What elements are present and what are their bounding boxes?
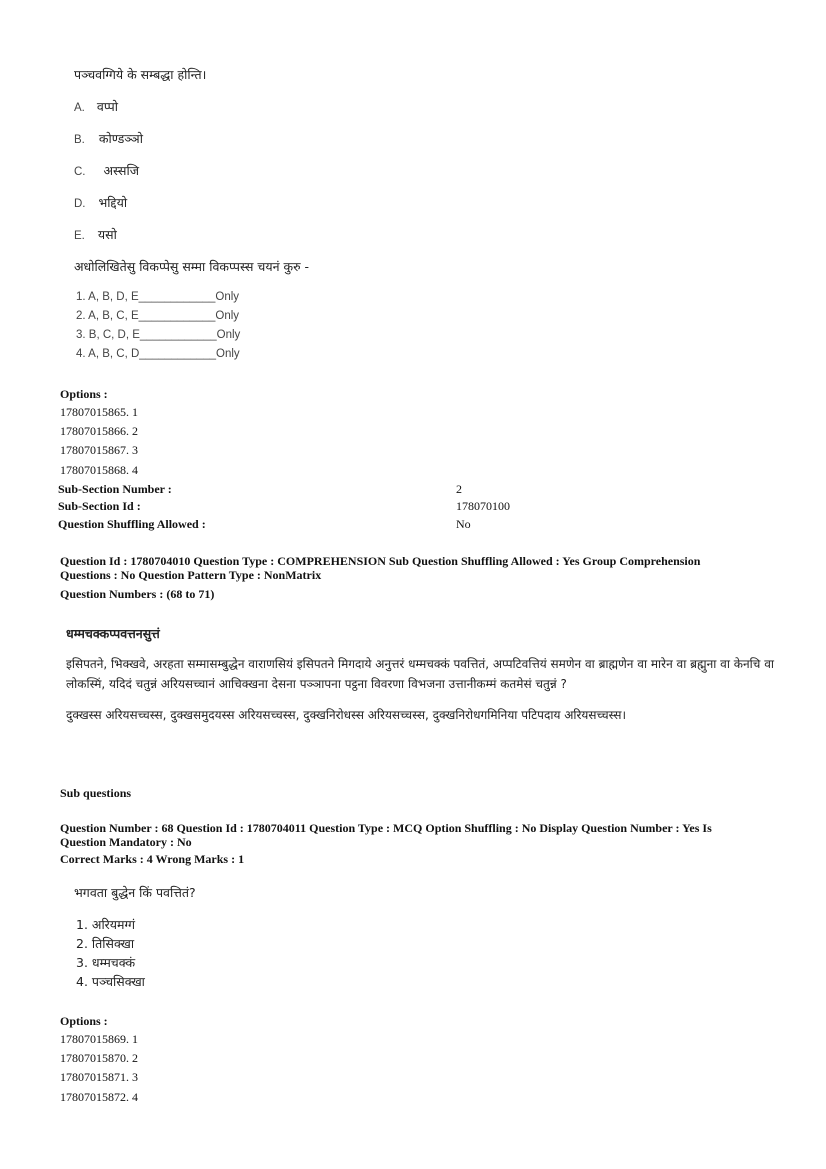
subsection-number-value: 2: [456, 482, 462, 496]
choice-item: 2. A, B, C, E____________Only: [76, 310, 240, 322]
option-item: 17807015870. 2: [60, 1051, 138, 1066]
option-item: 17807015865. 1: [60, 405, 138, 419]
question-numbers: Question Numbers : (68 to 71): [60, 587, 215, 601]
question-header-line1: Question Id : 1780704010 Question Type : COMPREHENSION Sub Question Shuffling Allowed : Yes Group Comprehension: [60, 554, 701, 568]
question-header-line2: Questions : No Question Pattern Type : NonMatrix: [60, 568, 322, 582]
question-shuffling-label: Question Shuffling Allowed :: [58, 517, 206, 531]
question68-text: भगवता बुद्धेन किं पवत्तितं?: [74, 885, 196, 900]
item-letter: A.: [74, 102, 85, 114]
choice-item: 2. तिसिक्खा: [76, 936, 135, 951]
choice-item: 3. धम्मचक्कं: [76, 955, 136, 970]
question-intro: पञ्चवग्गिये के सम्बद्धा होन्ति।: [74, 67, 207, 82]
subsection-number-label: Sub-Section Number :: [58, 482, 172, 496]
option-item: 17807015868. 4: [60, 462, 138, 477]
options-list: [60, 1030, 138, 1107]
question68-header-line1: Question Number : 68 Question Id : 1780704011 Question Type : MCQ Option Shuffling : No Display Question Number : Yes Is: [60, 821, 712, 835]
sub-questions-label: Sub questions: [60, 786, 132, 800]
question68-marks: Correct Marks : 4 Wrong Marks : 1: [60, 852, 245, 866]
item-letter: E.: [74, 230, 85, 242]
item-letter: C.: [74, 166, 86, 178]
item-text: भद्दियो: [98, 195, 128, 210]
item-text: अस्सजि: [103, 163, 140, 178]
option-item: 17807015872. 4: [60, 1089, 138, 1104]
option-item: 17807015866. 2: [60, 424, 138, 439]
subsection-id-label: Sub-Section Id :: [58, 499, 141, 513]
comprehension-paragraph: इसिपतने, भिक्खवे, अरहता सम्मासम्बुद्धेन वाराणसियं इसिपतने मिगदाये अनुत्तरं धम्मचक्कं पवत्तितं, अप्पटिवत्तियं समणेन वा ब्राह्मणेन वा मारेन वा ब्रह्मुना वा केनचि वा लोकस्मिं, यदिदं चतुन्नं अरियसच्चानं आचिक्खना देसना पञ्ञापना पट्ठना विवरणा विभजना उत्तानीकम्मं कतमेसं चतुन्नं ?: [66, 657, 774, 691]
item-letter: D.: [74, 198, 86, 210]
item-text: कोण्डञ्ञो: [98, 131, 143, 146]
subsection-id-value: 178070100: [456, 499, 510, 513]
choice-item: 4. A, B, C, D____________Only: [76, 348, 240, 360]
list-item: [74, 130, 143, 148]
item-text: वप्पो: [96, 99, 119, 114]
comprehension-title: धम्मचक्कप्पवत्तनसुत्तं: [66, 626, 160, 641]
list-item: [74, 162, 139, 180]
item-text: यसो: [97, 227, 117, 242]
list-item: [74, 98, 118, 116]
option-item: 17807015869. 1: [60, 1032, 138, 1046]
list-item: [74, 226, 117, 244]
instruction: अधोलिखितेसु विकप्पेसु सम्मा विकप्पस्स चयनं कुरु -: [74, 259, 310, 274]
option-item: 17807015867. 3: [60, 443, 138, 458]
option-item: 17807015871. 3: [60, 1070, 138, 1085]
choice-item: 1. A, B, D, E____________Only: [76, 291, 240, 303]
options-list: [60, 403, 138, 480]
question68-header-line2: Question Mandatory : No: [60, 835, 192, 849]
list-item: [74, 194, 127, 212]
choice-list: [76, 288, 240, 364]
item-letter: B.: [74, 134, 85, 146]
options-label: Options :: [60, 1014, 108, 1028]
choice-list: [76, 915, 145, 991]
choice-item: 3. B, C, D, E____________Only: [76, 329, 241, 341]
choice-item: 4. पञ्चसिक्खा: [76, 974, 145, 989]
options-label: Options :: [60, 387, 108, 401]
comprehension-paragraph: दुक्खस्स अरियसच्चस्स, दुक्खसमुदयस्स अरियसच्चस्स, दुक्खनिरोधस्स अरियसच्चस्स, दुक्खनिरोधगमिनिया पटिपदाय अरियसच्चस्स।: [66, 708, 627, 722]
question-shuffling-value: No: [456, 517, 471, 531]
choice-item: 1. अरियमग्गं: [76, 917, 136, 932]
